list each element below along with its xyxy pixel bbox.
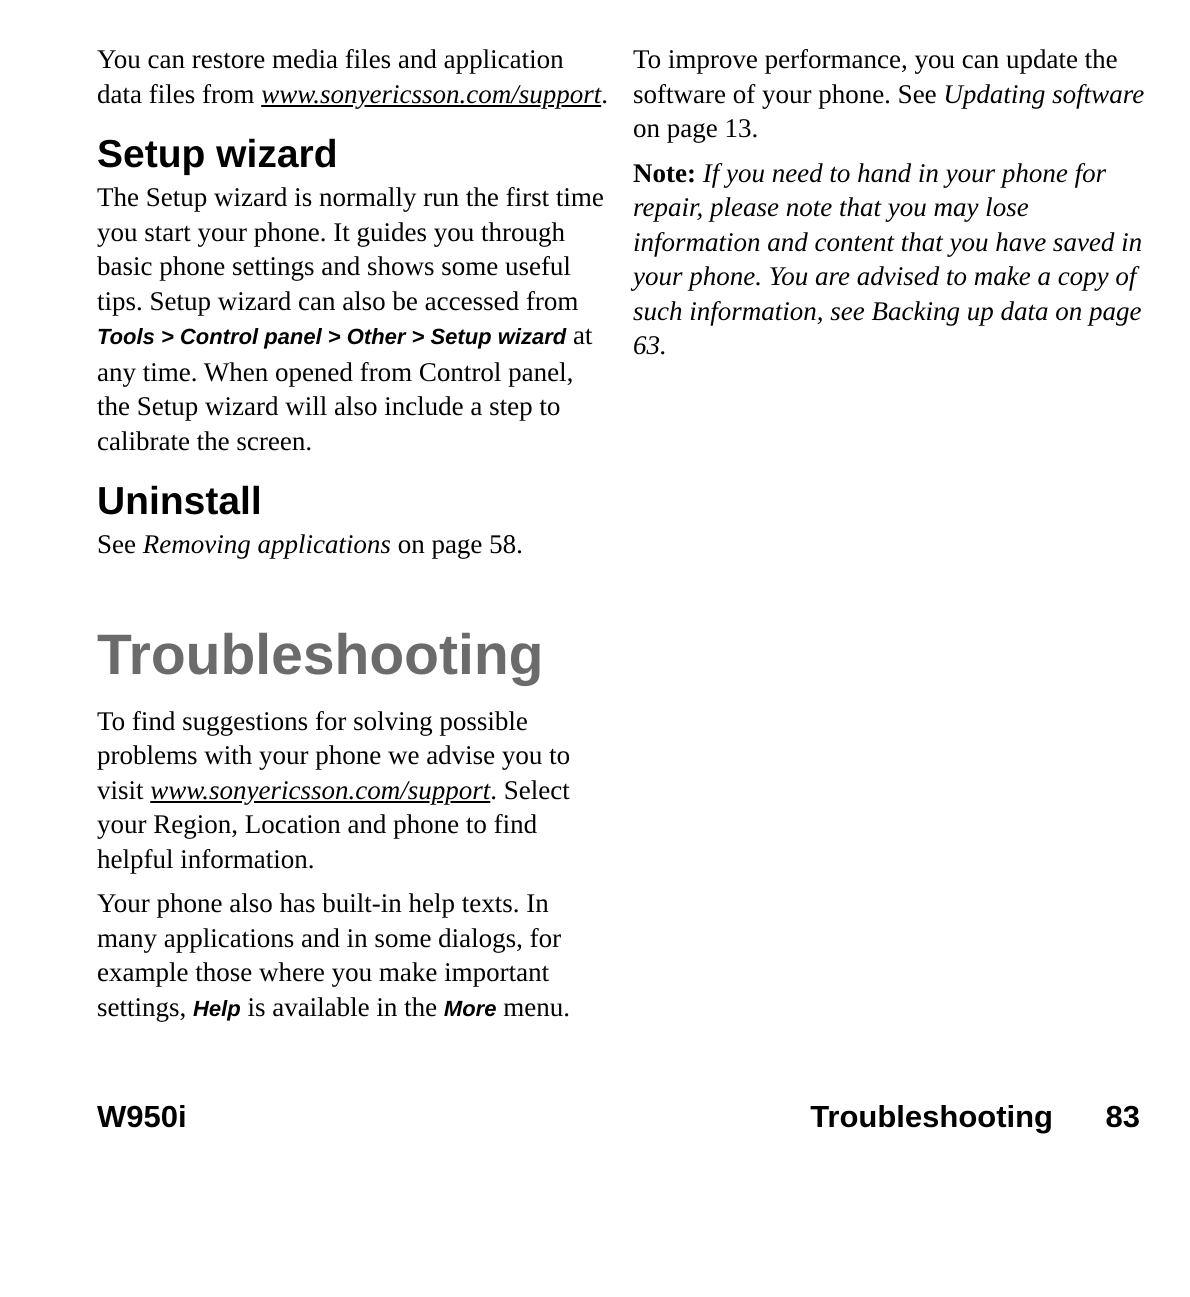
footer-section-title: Troubleshooting: [810, 1099, 1053, 1134]
right-column: [633, 42, 1145, 373]
troubleshooting-paragraph-1: To find suggestions for solving possible problems with your phone we advise you to visit www.sonyericsson.com/support. Select your Region, Location and phone to find helpful information.: [97, 705, 571, 874]
uninstall-paragraph: See Removing applications on page 58.: [97, 529, 523, 559]
troubleshooting-title: Troubleshooting: [97, 622, 544, 687]
left-column: [97, 42, 609, 1036]
setup-wizard-heading: Setup wizard: [97, 133, 338, 176]
note-label: Note:: [633, 157, 696, 188]
restore-paragraph: You can restore media files and application data files from www.sonyericsson.com/support.: [97, 44, 608, 109]
support-link-2[interactable]: www.sonyericsson.com/support: [150, 774, 491, 805]
help-menu-label: Help: [193, 995, 241, 1021]
setup-wizard-menu-path: Tools > Control panel > Other > Setup wizard: [97, 324, 567, 349]
more-menu-label: More: [443, 995, 497, 1021]
footer-page-number: 83: [1105, 1099, 1140, 1134]
note-text: If you need to hand in your phone for repair, please note that you may lose information and content that you have saved in your phone. You are advised to make a copy of such information, see Backing up data on page 63.: [633, 157, 1143, 360]
setup-wizard-paragraph: The Setup wizard is normally run the first time you start your phone. It guides you through basic phone settings and shows some useful tips. Setup wizard can also be accessed from Tools > Control panel > Other > Setup wizard at any time. When opened from Control panel, the Setup wizard will also include a step to calibrate the screen.: [97, 182, 604, 456]
removing-applications-ref: Removing applications: [142, 529, 391, 559]
update-paragraph: To improve performance, you can update the software of your phone. See Updating software on page 13.: [633, 44, 1145, 143]
note-paragraph: [633, 156, 1145, 363]
updating-software-ref: Updating software: [943, 78, 1145, 109]
support-link[interactable]: www.sonyericsson.com/support: [261, 78, 602, 109]
troubleshooting-paragraph-2: Your phone also has built-in help texts. In many applications and in some dialogs, for example those where you make important settings, Help is available in the More menu.: [97, 888, 570, 1022]
uninstall-heading: Uninstall: [97, 480, 262, 523]
footer-model: W950i: [97, 1099, 187, 1134]
